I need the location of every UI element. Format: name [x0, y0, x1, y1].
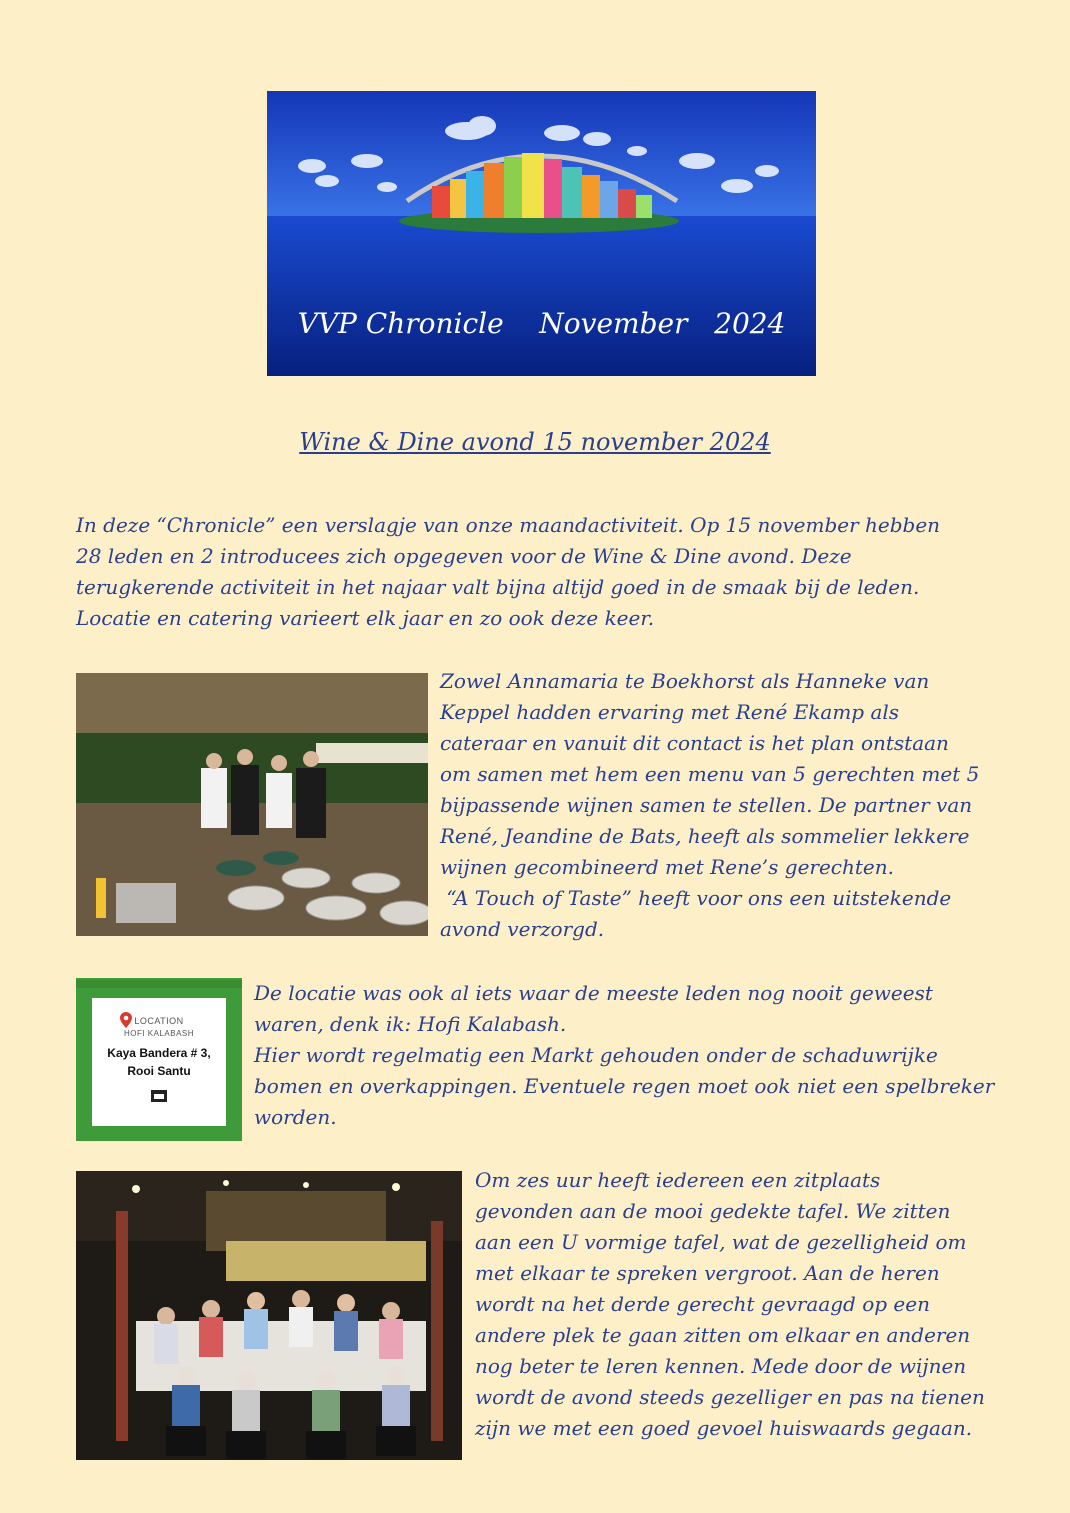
text-line: terugkerende activiteit in het najaar valt bijna altijd goed in de smaak bij de leden.	[76, 575, 920, 599]
text-line: andere plek te gaan zitten om elkaar en anderen	[475, 1323, 971, 1347]
location-paragraph	[254, 978, 1019, 1133]
dinner-table-photo	[76, 1171, 462, 1460]
curacao-island-illustration	[267, 91, 816, 376]
text-line: avond verzorgd.	[440, 917, 605, 941]
catering-team-photo	[76, 673, 428, 936]
text-line: In deze “Chronicle” een verslagje van onze maandactiviteit. Op 15 november hebben	[76, 513, 941, 537]
text-line: aan een U vormige tafel, wat de gezelligheid om	[475, 1230, 967, 1254]
text-line: Locatie en catering varieert elk jaar en zo ook deze keer.	[76, 606, 655, 630]
text-line: zijn we met een goed gevoel huiswaards gegaan.	[475, 1416, 973, 1440]
market-stall-icon	[149, 1088, 169, 1104]
text-line: nog beter te leren kennen. Mede door de wijnen	[475, 1354, 967, 1378]
article-heading: Wine & Dine avond 15 november 2024	[299, 428, 771, 456]
text-line: wordt na het derde gerecht gevraagd op een	[475, 1292, 930, 1316]
address-line: Kaya Bandera # 3,	[107, 1046, 211, 1060]
location-flyer	[76, 978, 242, 1141]
text-line: Om zes uur heeft iedereen een zitplaats	[475, 1168, 881, 1192]
text-line: De locatie was ook al iets waar de meeste leden nog nooit geweest	[254, 981, 933, 1005]
location-address	[92, 1044, 226, 1080]
text-line: worden.	[254, 1105, 337, 1129]
text-line: Keppel hadden ervaring met René Ekamp als	[440, 700, 900, 724]
map-pin-icon	[120, 1012, 132, 1028]
location-card	[92, 998, 226, 1126]
caterer-paragraph	[440, 666, 1010, 945]
text-line: bomen en overkappingen. Eventuele regen moet ook niet een spelbreker	[254, 1074, 995, 1098]
text-line: waren, denk ik: Hofi Kalabash.	[254, 1012, 567, 1036]
address-line: Rooi Santu	[127, 1064, 191, 1078]
text-line: 28 leden en 2 introducees zich opgegeven voor de Wine & Dine avond. Deze	[76, 544, 852, 568]
header-banner	[267, 91, 816, 376]
text-line: om samen met hem een menu van 5 gerechten met 5	[440, 762, 980, 786]
flyer-top-strip	[76, 980, 242, 988]
text-line: wordt de avond steeds gezelliger en pas na tienen	[475, 1385, 985, 1409]
text-line: cateraar en vanuit dit contact is het plan ontstaan	[440, 731, 949, 755]
banner-title: VVP Chronicle November 2024	[297, 307, 786, 340]
location-name: HOFI KALABASH	[123, 1029, 195, 1038]
text-line: René, Jeandine de Bats, heeft als sommelier lekkere	[440, 824, 970, 848]
text-line: “A Touch of Taste” heeft voor ons een uitstekende	[440, 886, 952, 910]
text-line: gevonden aan de mooi gedekte tafel. We zitten	[475, 1199, 951, 1223]
intro-paragraph	[76, 510, 996, 634]
text-line: Hier wordt regelmatig een Markt gehouden onder de schaduwrijke	[254, 1043, 938, 1067]
dinner-paragraph	[475, 1165, 1015, 1444]
text-line: Zowel Annamaria te Boekhorst als Hanneke van	[440, 669, 930, 693]
text-line: met elkaar te spreken vergroot. Aan de heren	[475, 1261, 940, 1285]
text-line: bijpassende wijnen samen te stellen. De partner van	[440, 793, 973, 817]
location-label: LOCATION	[134, 1016, 184, 1026]
text-line: wijnen gecombineerd met Rene’s gerechten.	[440, 855, 895, 879]
